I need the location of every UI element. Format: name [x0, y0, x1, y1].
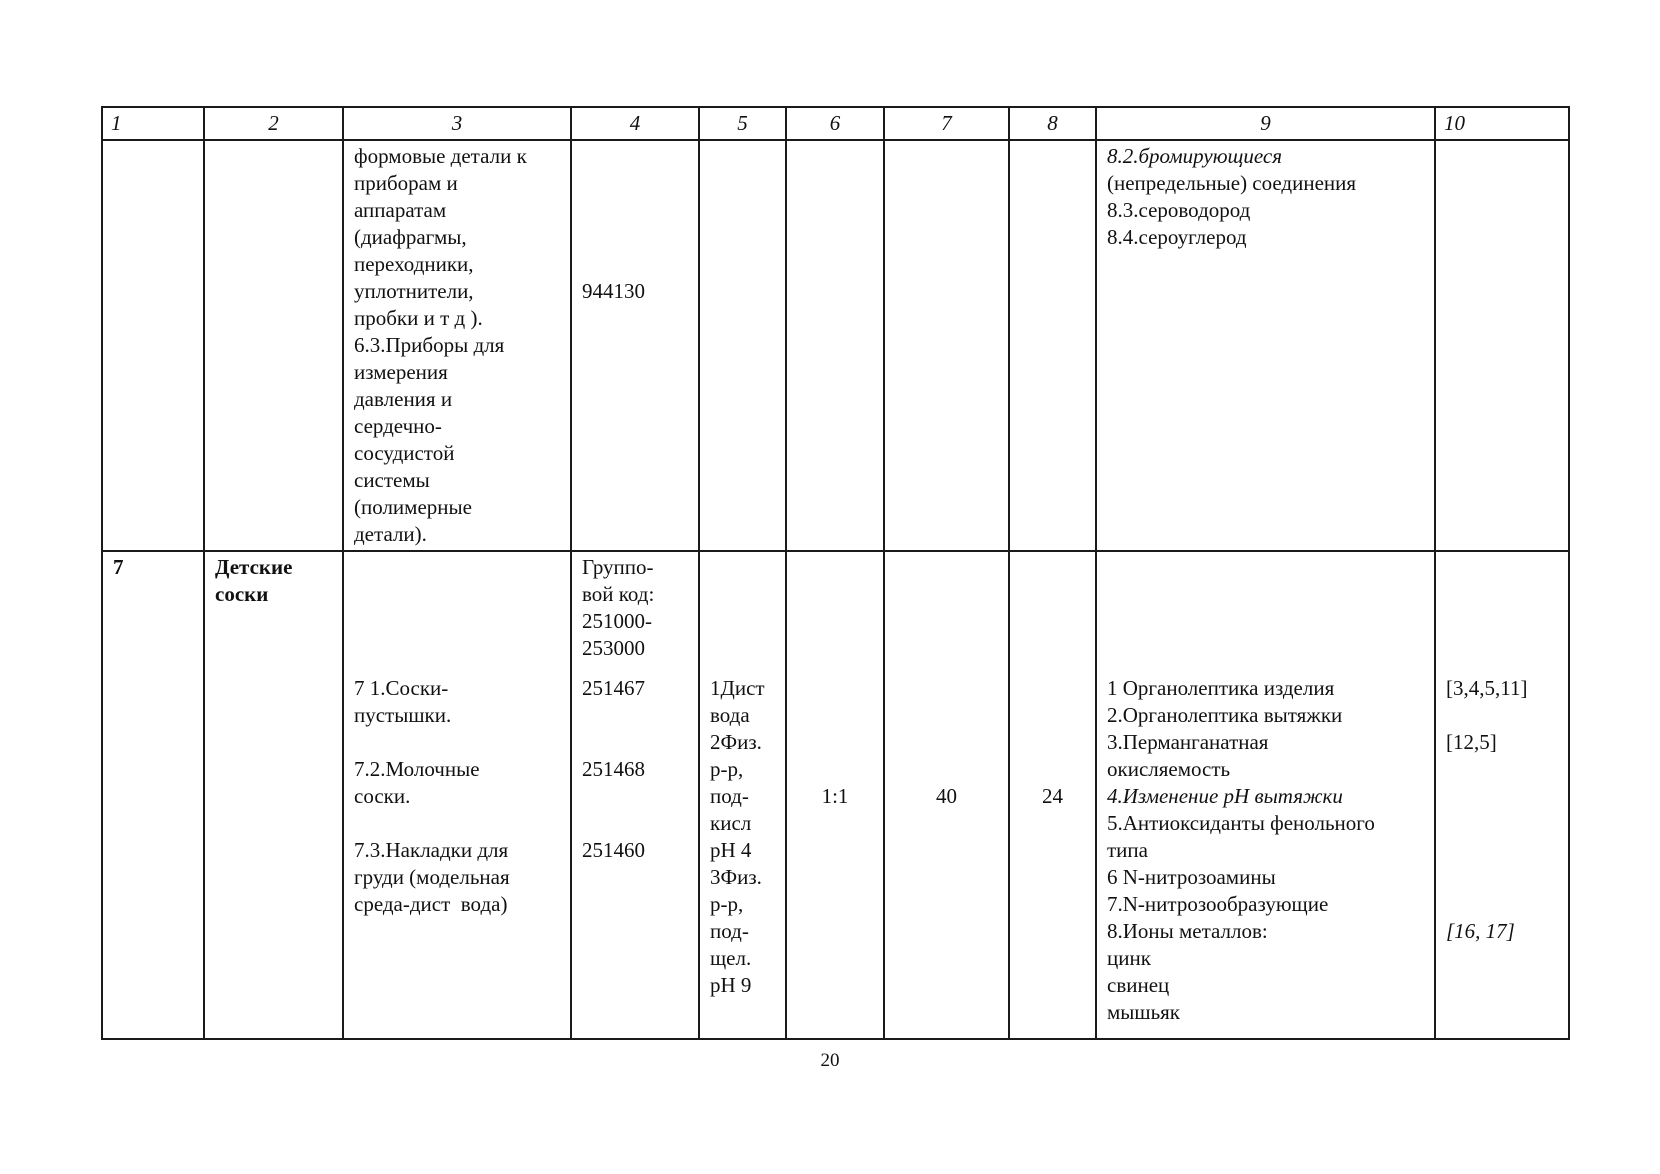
row-a-col10	[1435, 140, 1569, 551]
text-line: кисл	[710, 811, 752, 835]
text-line: пробки и т д ).	[354, 306, 483, 330]
text-line: [12,5]	[1446, 730, 1497, 754]
header-row	[102, 107, 1569, 140]
text-line: под-	[710, 919, 749, 943]
text-line	[1446, 756, 1558, 783]
row-b-col6	[786, 551, 884, 1039]
row-b-hours: 24	[1042, 784, 1063, 808]
text-line: рН 4	[710, 838, 752, 862]
row-b-col10	[1435, 551, 1569, 1039]
text-line: (диафрагмы,	[354, 225, 467, 249]
text-line: давления и	[354, 387, 453, 411]
text-line: 7 1.Соски-	[354, 676, 449, 700]
row-b-group-code	[582, 554, 688, 662]
text-line: свинец	[1107, 973, 1170, 997]
text-line: 1Дист	[710, 676, 765, 700]
text-line: 1 Органолептика изделия	[1107, 676, 1335, 700]
text-line	[354, 729, 560, 756]
text-line	[1446, 891, 1558, 918]
row-b-name-lines	[215, 554, 332, 608]
header-cell-7: 7	[884, 107, 1009, 140]
text-line: 253000	[582, 636, 645, 660]
row-b-col9-lines	[1107, 675, 1424, 1026]
row-a-col6	[786, 140, 884, 551]
row-b-number: 7	[102, 551, 204, 1039]
text-line: под-	[710, 784, 749, 808]
row-b-col9	[1096, 551, 1435, 1039]
text-line: 4.Изменение рН вытяжки	[1107, 784, 1343, 808]
row-a-col9	[1096, 140, 1435, 551]
row-b-col5	[699, 551, 786, 1039]
text-line	[582, 729, 688, 756]
text-line	[582, 702, 688, 729]
text-line: сосудистой	[354, 441, 455, 465]
text-line: соски	[215, 582, 269, 606]
text-line: переходники,	[354, 252, 474, 276]
text-line	[582, 783, 688, 810]
row-a-col7	[884, 140, 1009, 551]
text-line: 251000-	[582, 609, 652, 633]
text-line: Детские	[215, 555, 293, 579]
text-line: детали).	[354, 522, 427, 546]
row-b-col3-lines	[354, 675, 560, 918]
text-line: Группо-	[582, 555, 654, 579]
text-line: 8.Ионы металлов:	[1107, 919, 1268, 943]
text-line	[1446, 783, 1558, 810]
text-line: окисляемость	[1107, 757, 1231, 781]
text-line: груди (модельная	[354, 865, 510, 889]
text-line: р-р,	[710, 892, 744, 916]
text-line: щел.	[710, 946, 752, 970]
row-b-col8	[1009, 551, 1096, 1039]
page-number: 20	[820, 1050, 840, 1071]
header-cell-3: 3	[343, 107, 571, 140]
text-line: вой код:	[582, 582, 655, 606]
row-a-col1	[102, 140, 204, 551]
text-line	[354, 810, 560, 837]
text-line: 8.3.сероводород	[1107, 198, 1251, 222]
text-line: 7.N-нитрозообразующие	[1107, 892, 1329, 916]
header-cell-8: 8	[1009, 107, 1096, 140]
row-a-col4	[571, 140, 699, 551]
row-b-col4-lines	[582, 675, 688, 864]
row-a-col2	[204, 140, 343, 551]
table-row-continuation	[102, 140, 1569, 551]
header-cell-5: 5	[699, 107, 786, 140]
text-line: 3.Перманганатная	[1107, 730, 1269, 754]
row-a-col3-lines	[354, 143, 560, 548]
row-b-col3	[343, 551, 571, 1039]
row-b-ratio: 1:1	[821, 784, 849, 808]
row-a-col3	[343, 140, 571, 551]
row-a-col8	[1009, 140, 1096, 551]
text-line: приборам и	[354, 171, 458, 195]
text-line: 8.4.сероуглерод	[1107, 225, 1247, 249]
text-line: рН 9	[710, 973, 752, 997]
table-row-item-7	[102, 551, 1569, 1039]
text-line: соски.	[354, 784, 411, 808]
text-line: 251468	[582, 757, 645, 781]
header-cell-9: 9	[1096, 107, 1435, 140]
text-line: 5.Антиоксиданты фенольного	[1107, 811, 1375, 835]
text-line: уплотнители,	[354, 279, 474, 303]
text-line	[582, 810, 688, 837]
header-cell-10: 10	[1435, 107, 1569, 140]
text-line: 7.3.Накладки для	[354, 838, 509, 862]
text-line: [3,4,5,11]	[1446, 676, 1528, 700]
text-line: 6 N-нитрозоамины	[1107, 865, 1276, 889]
text-line: 3Физ.	[710, 865, 762, 889]
row-b-col4	[571, 551, 699, 1039]
text-line: среда-дист вода)	[354, 892, 508, 916]
text-line: аппаратам	[354, 198, 447, 222]
text-line: системы	[354, 468, 430, 492]
text-line: пустышки.	[354, 703, 452, 727]
header-cell-6: 6	[786, 107, 884, 140]
header-cell-2: 2	[204, 107, 343, 140]
text-line	[1446, 837, 1558, 864]
row-a-col5	[699, 140, 786, 551]
row-b-temperature: 40	[936, 784, 957, 808]
text-line: [16, 17]	[1446, 919, 1515, 943]
row-b-col7	[884, 551, 1009, 1039]
row-b-col5-lines	[710, 675, 775, 999]
header-cell-4: 4	[571, 107, 699, 140]
text-line: формовые детали к	[354, 144, 527, 168]
row-a-col9-lines	[1107, 143, 1424, 251]
text-line: 251460	[582, 838, 645, 862]
text-line: типа	[1107, 838, 1148, 862]
row-a-code: 944130	[582, 279, 645, 303]
text-line: 2.Органолептика вытяжки	[1107, 703, 1343, 727]
row-b-col10-lines	[1446, 675, 1558, 945]
header-cell-1: 1	[102, 107, 204, 140]
text-line: 8.2.бромирующиеся	[1107, 144, 1282, 168]
text-line: 6.3.Приборы для	[354, 333, 505, 357]
document-table	[101, 106, 1570, 1040]
text-line: 2Физ.	[710, 730, 762, 754]
text-line: цинк	[1107, 946, 1151, 970]
text-line: измерения	[354, 360, 448, 384]
text-line: сердечно-	[354, 414, 442, 438]
text-line	[1446, 702, 1558, 729]
text-line	[1446, 864, 1558, 891]
text-line: 7.2.Молочные	[354, 757, 480, 781]
text-line: (непредельные) соединения	[1107, 171, 1357, 195]
text-line: вода	[710, 703, 750, 727]
text-line	[1446, 810, 1558, 837]
text-line: р-р,	[710, 757, 744, 781]
text-line: (полимерные	[354, 495, 472, 519]
text-line: мышьяк	[1107, 1000, 1181, 1024]
text-line: 251467	[582, 676, 645, 700]
row-b-name	[204, 551, 343, 1039]
